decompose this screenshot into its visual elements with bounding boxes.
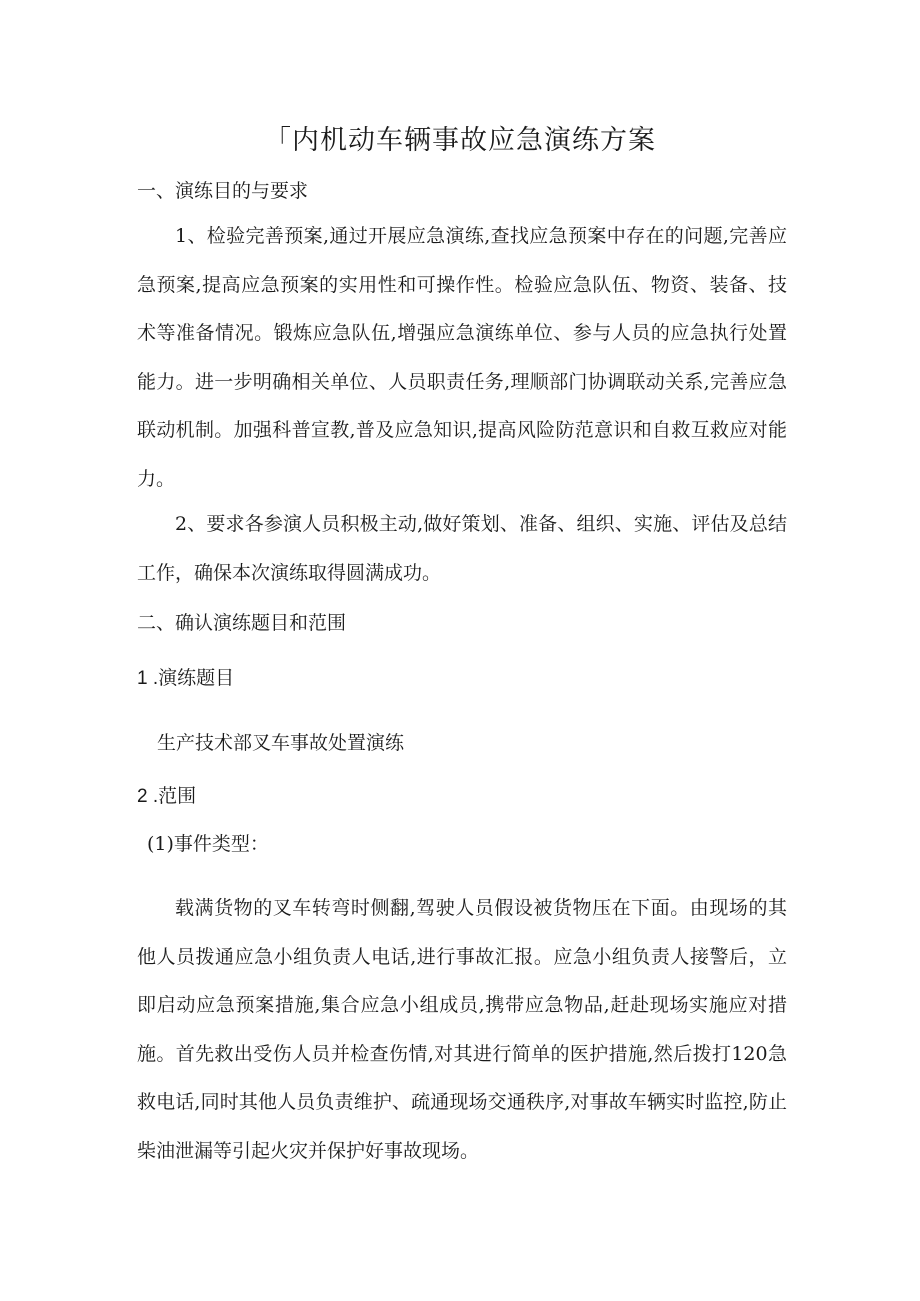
section2-heading: 二、确认演练题目和范围 bbox=[137, 612, 347, 634]
sub1-label: (1)事件类型： bbox=[147, 833, 269, 855]
section1-heading: 一、演练目的与要求 bbox=[137, 180, 309, 202]
item2-label: 2 .范围 bbox=[137, 786, 197, 807]
document-title: 「内机动车辆事故应急演练方案 bbox=[264, 125, 656, 156]
item1-label: 1 .演练题目 bbox=[137, 668, 235, 689]
section1-para2: 2、要求各参演人员积极主动,做好策划、准备、组织、实施、评估及总结工作，确保本次演练取得圆满成功。 bbox=[137, 513, 787, 584]
sub1-text: 载满货物的叉车转弯时侧翻,驾驶人员假设被货物压在下面。由现场的其他人员拨通应急小组负责人电话,进行事故汇报。应急小组负责人接警后，立即启动应急预案措施,集合应急小组成员,携带应急物品,赶赴现场实施应对措施。首先救出受伤人员并检查伤情,对其进行简单的医护措施,然后拨打120急救电话,同时其他人员负责维护、疏通现场交通秩序,对事故车辆实时监控,防止柴油泄漏等引起火灾并保护好事故现场。 bbox=[137, 897, 787, 1162]
item1-value: 生产技术部叉车事故处置演练 bbox=[157, 732, 405, 754]
section1-para1: 1、检验完善预案,通过开展应急演练,查找应急预案中存在的问题,完善应急预案,提高应急预案的实用性和可操作性。检验应急队伍、物资、装备、技术等准备情况。锻炼应急队伍,增强应急演练单位、参与人员的应急执行处置能力。进一步明确相关单位、人员职责任务,理顺部门协调联动关系,完善应急联动机制。加强科普宣教,普及应急知识,提高风险防范意识和自救互救应对能力。 bbox=[137, 225, 787, 490]
